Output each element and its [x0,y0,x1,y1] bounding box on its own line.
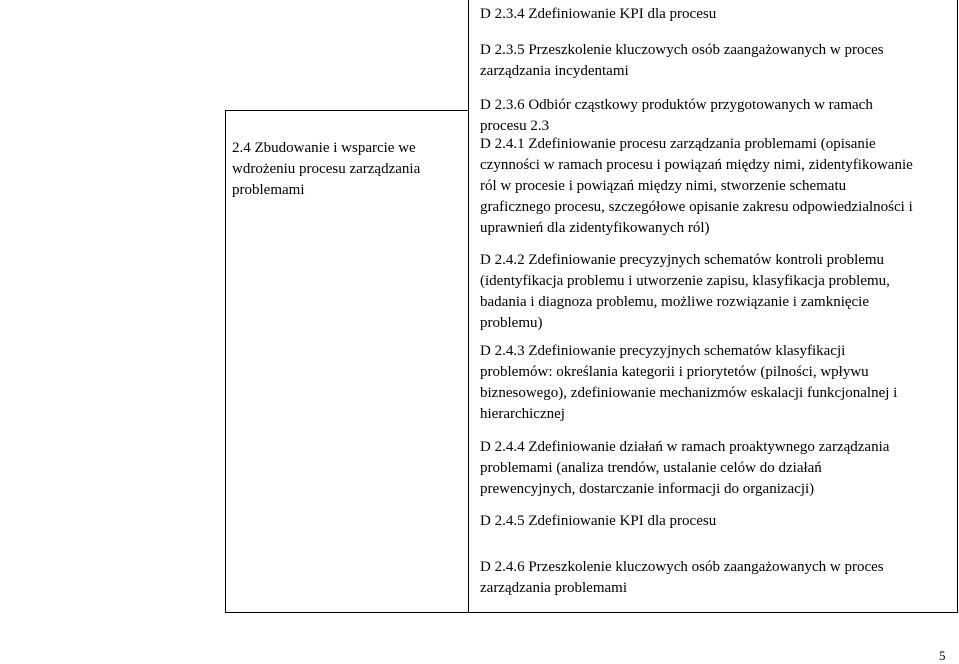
deliverable-line: procesu 2.3 [480,118,550,134]
deliverable-line: hierarchicznej [480,406,565,422]
deliverable-line: D 2.3.4 Zdefiniowanie KPI dla procesu [480,6,717,22]
deliverable-line: D 2.4.3 Zdefiniowanie precyzyjnych schematów klasyfikacji [480,343,846,359]
deliverable-d242 [480,250,950,334]
deliverable-line: badania i diagnoza problemu, możliwe rozwiązanie i zamknięcie [480,294,869,310]
table-right-border [957,0,958,613]
section-title-cell [232,138,457,201]
deliverable-line: D 2.4.1 Zdefiniowanie procesu zarządzania problemami (opisanie [480,136,876,152]
table-column-divider [468,0,469,613]
deliverable-line: biznesowego), zdefiniowanie mechanizmów eskalacji funkcjonalnej i [480,385,898,401]
deliverable-line: D 2.4.5 Zdefiniowanie KPI dla procesu [480,513,717,529]
deliverable-d241 [480,134,950,239]
deliverable-d246 [480,557,950,599]
deliverable-line: graficznego procesu, szczegółowe opisanie zakresu odpowiedzialności i [480,199,913,215]
deliverable-line: problemami (analiza trendów, ustalanie celów do działań [480,460,822,476]
deliverable-line: problemów: określania kategorii i priorytetów (pilności, wpływu [480,364,869,380]
deliverable-line: zarządzania incydentami [480,63,629,79]
deliverable-line: D 2.4.4 Zdefiniowanie działań w ramach proaktywnego zarządzania [480,439,890,455]
deliverable-line: D 2.3.6 Odbiór cząstkowy produktów przygotowanych w ramach [480,97,873,113]
table-bottom-border [225,612,958,613]
deliverable-d244 [480,437,950,500]
table-row-divider [225,110,468,111]
deliverable-d245 [480,511,950,532]
deliverable-d234 [480,4,950,25]
deliverable-line: zarządzania problemami [480,580,627,596]
deliverable-line: ról w procesie i powiązań między nimi, stworzenie schematu [480,178,847,194]
deliverable-d243 [480,341,950,425]
deliverable-line: problemu) [480,315,543,331]
deliverable-d236 [480,95,950,137]
deliverable-line: czynności w ramach procesu i powiązań między nimi, zidentyfikowanie [480,157,913,173]
deliverable-line: (identyfikacja problemu i utworzenie zapisu, klasyfikacja problemu, [480,273,890,289]
deliverable-line: D 2.3.5 Przeszkolenie kluczowych osób zaangażowanych w proces [480,42,884,58]
page-number: 5 [939,648,946,663]
deliverable-line: uprawnień dla zidentyfikowanych ról) [480,220,710,236]
section-title-line: wdrożeniu procesu zarządzania [232,161,421,177]
deliverable-line: prewencyjnych, dostarczanie informacji do organizacji) [480,481,815,497]
section-title-line: 2.4 Zbudowanie i wsparcie we [232,140,416,156]
deliverable-line: D 2.4.2 Zdefiniowanie precyzyjnych schematów kontroli problemu [480,252,885,268]
deliverable-line: D 2.4.6 Przeszkolenie kluczowych osób zaangażowanych w proces [480,559,884,575]
table-left-border [225,110,226,613]
deliverable-d235 [480,40,950,82]
section-title-line: problemami [232,182,305,198]
